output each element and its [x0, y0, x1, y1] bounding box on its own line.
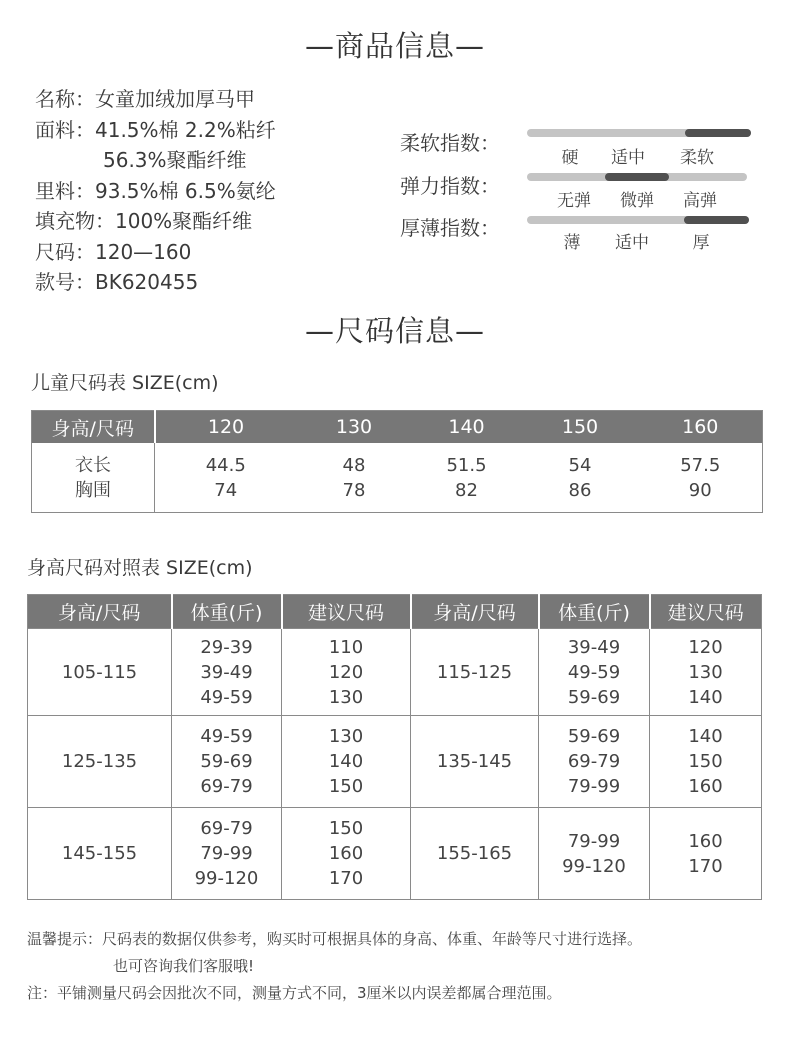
thickness-index-label: 厚薄指数：: [400, 216, 500, 240]
elasticity-tick-none: 无弹: [557, 191, 591, 211]
weight-value: 59-69: [567, 726, 621, 747]
weight-value: 79-99: [200, 843, 253, 864]
size-value: 150: [688, 751, 723, 772]
product-info-title: —商品信息—: [304, 29, 485, 63]
weight-value: 99-120: [562, 855, 626, 877]
weight-value: 59-69: [567, 686, 621, 708]
kids-table-size-160: 160: [639, 411, 763, 444]
kids-table-data-row: [32, 443, 763, 513]
kids-table-cell: [297, 443, 412, 513]
size-cell: [650, 716, 762, 808]
weight-value: 39-49: [200, 661, 253, 683]
kids-table-size-150: 150: [522, 411, 639, 444]
chest-value: 86: [568, 479, 592, 501]
elasticity-index-label: 弹力指数：: [400, 174, 500, 198]
length-value: 48: [342, 454, 366, 476]
height-cell: 105-115: [28, 629, 172, 716]
weight-cell: [172, 716, 282, 808]
style-number: 款号：BK620455: [35, 270, 199, 294]
thickness-tick-medium: 适中: [615, 233, 649, 253]
size-value: 140: [688, 726, 723, 747]
measurement-note: 注：平铺测量尺码会因批次不同，测量方式不同，3厘米以内误差都属合理范围。: [27, 984, 562, 1002]
kids-table-size-140: 140: [412, 411, 522, 444]
size-value: 140: [328, 751, 364, 772]
weight-cell: [539, 716, 650, 808]
height-table-header-row: [28, 595, 762, 629]
softness-tick-medium: 适中: [611, 148, 645, 168]
size-value: 160: [688, 830, 723, 852]
filling: 填充物：100%聚酯纤维: [35, 209, 253, 233]
softness-bar-fill: [685, 129, 751, 137]
weight-cell: [539, 629, 650, 716]
product-name: 名称：女童加绒加厚马甲: [35, 87, 255, 111]
size-cell: [650, 808, 762, 900]
kids-table-header-row: [32, 411, 763, 444]
header-weight: 体重(斤): [172, 595, 282, 629]
header-suggested-size: 建议尺码: [650, 595, 762, 629]
weight-value: 69-79: [200, 818, 253, 839]
height-size-table-caption: 身高尺码对照表 SIZE(cm): [27, 557, 253, 579]
size-value: 120: [328, 661, 364, 683]
weight-value: 99-120: [194, 868, 259, 889]
thickness-tick-thin: 薄: [563, 233, 581, 253]
size-cell: [650, 629, 762, 716]
weight-cell: [539, 808, 650, 900]
size-cell: [282, 808, 411, 900]
thickness-bar-fill: [684, 216, 749, 224]
fabric-line-1: 面料：41.5%棉 2.2%粘纤: [35, 117, 276, 142]
size-range: 尺码：120—160: [35, 239, 192, 264]
kids-table-row-labels: [32, 443, 155, 513]
kids-size-table: [31, 410, 763, 513]
height-cell: 145-155: [28, 808, 172, 900]
table-row: [28, 716, 762, 808]
height-size-table: [27, 594, 762, 900]
weight-value: 69-79: [200, 776, 253, 797]
chest-value: 90: [688, 479, 712, 501]
softness-tick-soft: 柔软: [680, 148, 714, 168]
kids-table-cell: [412, 443, 522, 513]
header-suggested-size: 建议尺码: [282, 595, 411, 629]
height-cell: 135-145: [411, 716, 539, 808]
elasticity-bar-fill: [605, 173, 670, 181]
weight-value: 59-69: [200, 751, 253, 772]
header-weight: 体重(斤): [539, 595, 650, 629]
height-cell: 155-165: [411, 808, 539, 900]
size-cell: [282, 629, 411, 716]
warm-tip-contact: 也可咨询我们客服哦!: [113, 957, 255, 975]
weight-value: 49-59: [567, 661, 621, 683]
weight-value: 49-59: [200, 686, 253, 708]
length-value: 44.5: [205, 454, 246, 476]
height-cell: 125-135: [28, 716, 172, 808]
fabric-line-2: 56.3%聚酯纤维: [103, 148, 247, 172]
table-row: [28, 629, 762, 716]
size-value: 170: [688, 855, 723, 877]
weight-cell: [172, 629, 282, 716]
size-value: 130: [328, 726, 364, 747]
size-value: 160: [688, 776, 723, 797]
header-height: 身高/尺码: [411, 595, 539, 629]
size-value: 120: [688, 636, 723, 658]
softness-index-label: 柔软指数：: [400, 131, 500, 155]
weight-value: 79-99: [567, 830, 621, 852]
lining: 里料：93.5%棉 6.5%氨纶: [35, 178, 276, 203]
size-value: 110: [328, 636, 364, 658]
length-value: 51.5: [446, 454, 487, 476]
kids-table-cell: [639, 443, 763, 513]
chest-label: 胸围: [75, 479, 111, 501]
elasticity-tick-slight: 微弹: [620, 191, 654, 211]
weight-value: 49-59: [200, 726, 253, 747]
length-value: 54: [568, 454, 592, 476]
header-height: 身高/尺码: [28, 595, 172, 629]
weight-value: 29-39: [200, 636, 253, 658]
product-info-list: [35, 84, 276, 298]
length-label: 衣长: [75, 454, 111, 476]
weight-cell: [172, 808, 282, 900]
size-value: 140: [688, 686, 723, 708]
size-cell: [282, 716, 411, 808]
kids-table-cell: [522, 443, 639, 513]
size-value: 150: [328, 776, 364, 797]
kids-table-cell: [155, 443, 297, 513]
warm-tip: 温馨提示：尺码表的数据仅供参考，购买时可根据具体的身高、体重、年龄等尺寸进行选择。: [27, 930, 643, 948]
chest-value: 78: [342, 479, 366, 501]
size-info-title: —尺码信息—: [304, 314, 485, 348]
elasticity-tick-high: 高弹: [683, 191, 717, 211]
kids-table-size-120: 120: [155, 411, 297, 444]
height-cell: 115-125: [411, 629, 539, 716]
kids-table-header-label: 身高/尺码: [32, 411, 155, 444]
size-value: 130: [688, 661, 723, 683]
chest-value: 82: [455, 479, 478, 501]
chest-value: 74: [214, 479, 238, 501]
kids-size-table-caption: 儿童尺码表 SIZE(cm): [31, 372, 219, 394]
size-value: 150: [328, 818, 364, 839]
thickness-tick-thick: 厚: [692, 233, 710, 253]
weight-value: 39-49: [567, 636, 621, 658]
size-value: 160: [328, 843, 364, 864]
size-value: 170: [328, 868, 364, 889]
weight-value: 79-99: [567, 776, 621, 797]
softness-tick-hard: 硬: [561, 148, 579, 168]
weight-value: 69-79: [567, 751, 621, 772]
kids-table-size-130: 130: [297, 411, 412, 444]
size-value: 130: [328, 686, 364, 708]
length-value: 57.5: [680, 454, 721, 476]
table-row: [28, 808, 762, 900]
